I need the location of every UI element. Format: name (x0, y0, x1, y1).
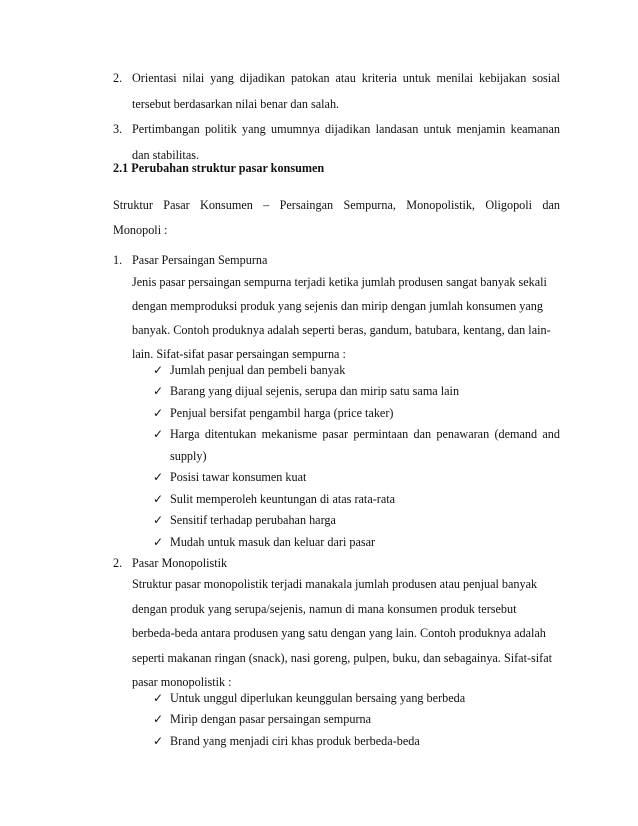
trait-item: Sulit memperoleh keuntungan di atas rata-rata (170, 492, 396, 506)
check-icon: ✓ (153, 712, 164, 726)
list-number: 3. (113, 122, 123, 136)
paragraph-line: Jenis pasar persaingan sempurna terjadi ketika jumlah produsen sangat banyak sekali (132, 275, 547, 289)
list-item-text: Pertimbangan politik yang umumnya dijadikan landasan untuk menjamin keamanan (132, 122, 560, 136)
check-icon: ✓ (153, 535, 164, 549)
paragraph-line: lain. Sifat-sifat pasar persaingan sempurna : (132, 347, 346, 361)
trait-item: Penjual bersifat pengambil harga (price taker) (170, 406, 394, 420)
trait-item: Jumlah penjual dan pembeli banyak (170, 363, 346, 377)
paragraph-line: pasar monopolistik : (132, 675, 232, 689)
check-icon: ✓ (153, 427, 164, 441)
list-number: 2. (113, 556, 123, 570)
check-icon: ✓ (153, 734, 164, 748)
paragraph-line: berbeda-beda antara produsen yang satu dengan yang lain. Contoh produknya adalah (132, 626, 546, 640)
check-icon: ✓ (153, 691, 164, 705)
list-item-text: tersebut berdasarkan nilai benar dan salah. (132, 97, 340, 111)
trait-item: Mirip dengan pasar persaingan sempurna (170, 712, 372, 726)
paragraph-line: banyak. Contoh produknya adalah seperti beras, gandum, batubara, kentang, dan lain- (132, 323, 551, 337)
check-icon: ✓ (153, 363, 164, 377)
check-icon: ✓ (153, 470, 164, 484)
section-heading: 2.1 Perubahan struktur pasar konsumen (113, 161, 325, 175)
trait-item: Barang yang dijual sejenis, serupa dan mirip satu sama lain (170, 384, 460, 398)
list-item-text: Orientasi nilai yang dijadikan patokan atau kriteria untuk menilai kebijakan sosial (132, 71, 560, 85)
trait-item: Untuk unggul diperlukan keunggulan bersaing yang berbeda (170, 691, 466, 705)
list-item-text: dan stabilitas. (132, 148, 200, 162)
paragraph-line: seperti makanan ringan (snack), nasi goreng, pulpen, buku, dan sebagainya. Sifat-sifat (132, 651, 552, 665)
check-icon: ✓ (153, 406, 164, 420)
trait-item: Harga ditentukan mekanisme pasar permintaan dan penawaran (demand and (170, 427, 560, 441)
paragraph-line: Struktur pasar monopolistik terjadi manakala jumlah produsen atau penjual banyak (132, 577, 538, 591)
trait-item: Mudah untuk masuk dan keluar dari pasar (170, 535, 376, 549)
trait-item: Posisi tawar konsumen kuat (170, 470, 307, 484)
list-number: 1. (113, 253, 123, 267)
trait-item-continued: supply) (170, 449, 207, 463)
check-icon: ✓ (153, 384, 164, 398)
market-title: Pasar Persaingan Sempurna (132, 253, 268, 267)
trait-item: Brand yang menjadi ciri khas produk berbeda-beda (170, 734, 420, 748)
paragraph-line: Struktur Pasar Konsumen – Persaingan Sempurna, Monopolistik, Oligopoli dan (113, 198, 560, 212)
trait-item: Sensitif terhadap perubahan harga (170, 513, 336, 527)
list-number: 2. (113, 71, 123, 85)
paragraph-line: Monopoli : (113, 223, 168, 237)
check-icon: ✓ (153, 492, 164, 506)
check-icon: ✓ (153, 513, 164, 527)
market-title: Pasar Monopolistik (132, 556, 228, 570)
paragraph-line: dengan memproduksi produk yang sejenis dan mirip dengan jumlah konsumen yang (132, 299, 543, 313)
paragraph-line: dengan produk yang serupa/sejenis, namun di mana konsumen produk tersebut (132, 602, 517, 616)
